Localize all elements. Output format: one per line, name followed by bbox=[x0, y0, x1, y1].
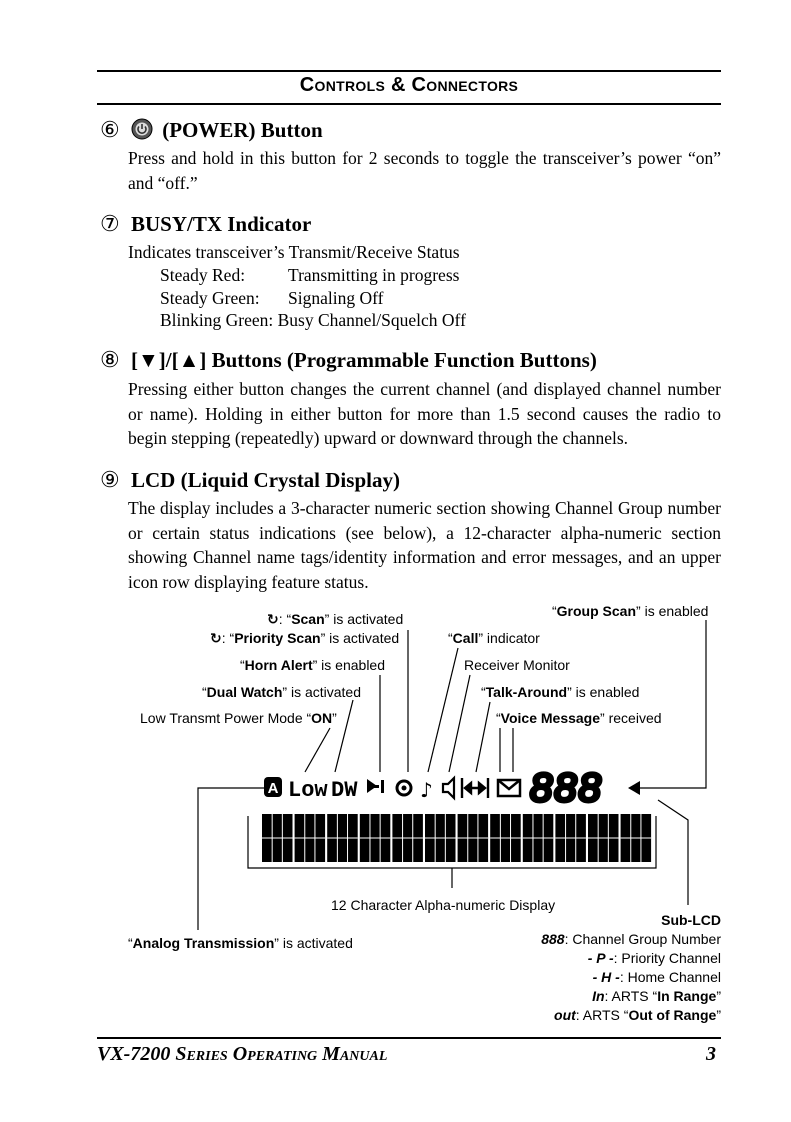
status-row bbox=[160, 309, 466, 332]
section-7-number: ⑦ bbox=[100, 211, 120, 236]
caption-talk-around: “Talk-Around” is enabled bbox=[481, 684, 640, 700]
status-value: Busy Channel/Squelch Off bbox=[277, 310, 466, 330]
sub-lcd-title-text: Sub-LCD bbox=[661, 912, 721, 928]
status-value: Signaling Off bbox=[288, 287, 384, 308]
alpha-numeric-blocks bbox=[262, 814, 651, 862]
section-7-title bbox=[100, 211, 311, 237]
sub-lcd-symbol: - P - bbox=[587, 950, 614, 966]
caption-priority-scan-rest: is activated bbox=[325, 630, 400, 646]
status-row bbox=[160, 287, 466, 310]
char-block bbox=[262, 814, 293, 862]
section-6-title-text: (POWER) Button bbox=[162, 118, 323, 142]
priority-scan-icon: ↻ bbox=[210, 630, 222, 646]
section-9-body: The display includes a 3-character numeric section showing Channel Group number or certain status indications (see below), a 12-character alpha-numeric section showing Channel name tags/identity information and error messages, and an upper icon row displaying feature status. bbox=[128, 498, 721, 592]
section-6-number: ⑥ bbox=[100, 117, 120, 142]
char-block bbox=[360, 814, 391, 862]
sub-lcd-text: : ARTS “ bbox=[604, 988, 658, 1004]
section-9-number: ⑨ bbox=[100, 467, 120, 492]
section-6-title bbox=[100, 117, 323, 143]
sub-lcd-item bbox=[460, 988, 721, 1004]
char-block bbox=[392, 814, 423, 862]
caption-dual-watch-bold: Dual Watch bbox=[206, 684, 283, 700]
section-8-title bbox=[100, 347, 597, 373]
caption-analog-tx: “Analog Transmission” is activated bbox=[128, 935, 353, 951]
caption-scan-bold: Scan bbox=[291, 611, 325, 627]
caption-scan: ↻: “Scan” is activated bbox=[267, 611, 404, 627]
caption-priority-scan-bold: Priority Scan bbox=[234, 630, 321, 646]
sub-lcd-text: : Channel Group Number bbox=[564, 931, 721, 947]
caption-horn-alert: “Horn Alert” is enabled bbox=[240, 657, 385, 673]
char-block bbox=[490, 814, 521, 862]
sub-lcd-symbol: 888 bbox=[541, 931, 565, 947]
dual-watch-icon: DW bbox=[331, 778, 358, 803]
page-title: Controls & Connectors bbox=[299, 74, 519, 96]
power-icon bbox=[131, 118, 153, 140]
sub-lcd-text: : Home Channel bbox=[619, 969, 721, 985]
sub-lcd-item bbox=[460, 1007, 721, 1023]
char-block bbox=[588, 814, 619, 862]
caption-analog-tx-bold: Analog Transmission bbox=[132, 935, 275, 951]
caption-low-power-post: ” bbox=[332, 710, 337, 726]
char-block bbox=[295, 814, 326, 862]
caption-dual-watch-rest: is activated bbox=[287, 684, 361, 700]
sub-lcd-bold: In Range bbox=[657, 988, 717, 1004]
sub-lcd-post: ” bbox=[716, 1007, 721, 1023]
caption-priority-scan: ↻: “Priority Scan” is activated bbox=[210, 630, 400, 646]
char-block bbox=[523, 814, 554, 862]
low-power-icon: Low bbox=[288, 778, 328, 803]
caption-dual-watch: “Dual Watch” is activated bbox=[202, 684, 361, 700]
caption-call-rest: indicator bbox=[483, 630, 540, 646]
section-8-body: Pressing either button changes the current channel (and displayed channel number or name). Holding in either button for more than 1.5 second causes the radio to begin stepping (repeatedly) upward or downward through the channels. bbox=[128, 379, 721, 448]
section-8-number: ⑧ bbox=[100, 347, 120, 372]
char-block bbox=[555, 814, 586, 862]
footer-title: VX-7200 Series Operating Manual bbox=[97, 1043, 388, 1065]
sub-lcd-digits: 888 bbox=[530, 766, 603, 810]
section-7-title-text: BUSY/TX Indicator bbox=[130, 212, 312, 236]
sub-lcd-post: ” bbox=[716, 988, 721, 1004]
lcd-icon-row bbox=[264, 766, 640, 810]
sub-lcd-text: : Priority Channel bbox=[613, 950, 721, 966]
caption-group-scan-bold: Group Scan bbox=[556, 603, 637, 619]
char-block bbox=[458, 814, 489, 862]
section-8-title-text: [▼]/[▲] Buttons (Programmable Function Buttons) bbox=[130, 348, 597, 372]
header-rule-top bbox=[97, 70, 721, 72]
sub-lcd-item bbox=[460, 931, 721, 947]
char-block bbox=[621, 814, 652, 862]
status-label: Steady Red: bbox=[160, 265, 246, 285]
caption-horn-alert-bold: Horn Alert bbox=[244, 657, 313, 673]
sub-lcd-symbol: - H - bbox=[592, 969, 620, 985]
section-7-body: Indicates transceiver’s Transmit/Receive Status bbox=[128, 242, 460, 262]
caption-voice-message-rest: received bbox=[604, 710, 662, 726]
analog-icon-letter: A bbox=[267, 780, 279, 797]
talk-around-icon bbox=[462, 778, 488, 798]
status-label: Steady Green: bbox=[160, 287, 260, 308]
sub-lcd-symbol: out bbox=[554, 1007, 576, 1023]
group-scan-icon bbox=[628, 781, 640, 795]
voice-message-icon bbox=[498, 780, 520, 796]
caption-call-bold: Call bbox=[452, 630, 479, 646]
receiver-monitor-icon bbox=[443, 778, 454, 798]
char-block bbox=[425, 814, 456, 862]
caption-talk-around-rest: is enabled bbox=[571, 684, 640, 700]
status-row bbox=[160, 264, 466, 287]
caption-receiver-monitor: Receiver Monitor bbox=[464, 657, 570, 673]
caption-group-scan-rest: is enabled bbox=[640, 603, 709, 619]
sub-lcd-item bbox=[460, 969, 721, 985]
caption-alpha-numeric: 12 Character Alpha-numeric Display bbox=[331, 897, 556, 913]
sub-lcd-text: : ARTS “ bbox=[575, 1007, 629, 1023]
section-6-body: Press and hold in this button for 2 seconds to toggle the transceiver’s power “on” and “off.” bbox=[128, 148, 721, 193]
page-number: 3 bbox=[706, 1043, 716, 1065]
footer-rule bbox=[97, 1037, 721, 1039]
caption-low-power-pre: Low Transmt Power Mode “ bbox=[140, 710, 312, 726]
caption-group-scan: “Group Scan” is enabled bbox=[552, 603, 709, 619]
priority-scan-icon bbox=[397, 781, 411, 795]
sub-lcd-symbol: In bbox=[592, 988, 605, 1004]
status-label: Blinking Green: bbox=[160, 310, 274, 330]
section-9-title bbox=[100, 467, 400, 493]
caption-scan-rest: is activated bbox=[329, 611, 404, 627]
horn-alert-icon bbox=[367, 779, 384, 793]
caption-analog-tx-rest: is activated bbox=[278, 935, 353, 951]
header-rule-bottom bbox=[97, 103, 721, 105]
caption-low-power-bold: ON bbox=[311, 710, 333, 726]
call-icon: ♪ bbox=[420, 778, 433, 802]
char-block bbox=[327, 814, 358, 862]
scan-icon: ↻ bbox=[267, 611, 279, 627]
caption-horn-alert-rest: is enabled bbox=[317, 657, 385, 673]
caption-voice-message-bold: Voice Message bbox=[500, 710, 601, 726]
status-table bbox=[160, 264, 466, 332]
caption-call: “Call” indicator bbox=[448, 630, 540, 646]
status-value: Transmitting in progress bbox=[288, 265, 460, 285]
caption-voice-message: “Voice Message” received bbox=[496, 710, 662, 726]
caption-talk-around-bold: Talk-Around bbox=[485, 684, 568, 700]
section-9-title-text: LCD (Liquid Crystal Display) bbox=[130, 468, 400, 492]
sub-lcd-bold: Out of Range bbox=[628, 1007, 717, 1023]
sub-lcd-item bbox=[460, 950, 721, 966]
sub-lcd-title bbox=[560, 912, 721, 928]
